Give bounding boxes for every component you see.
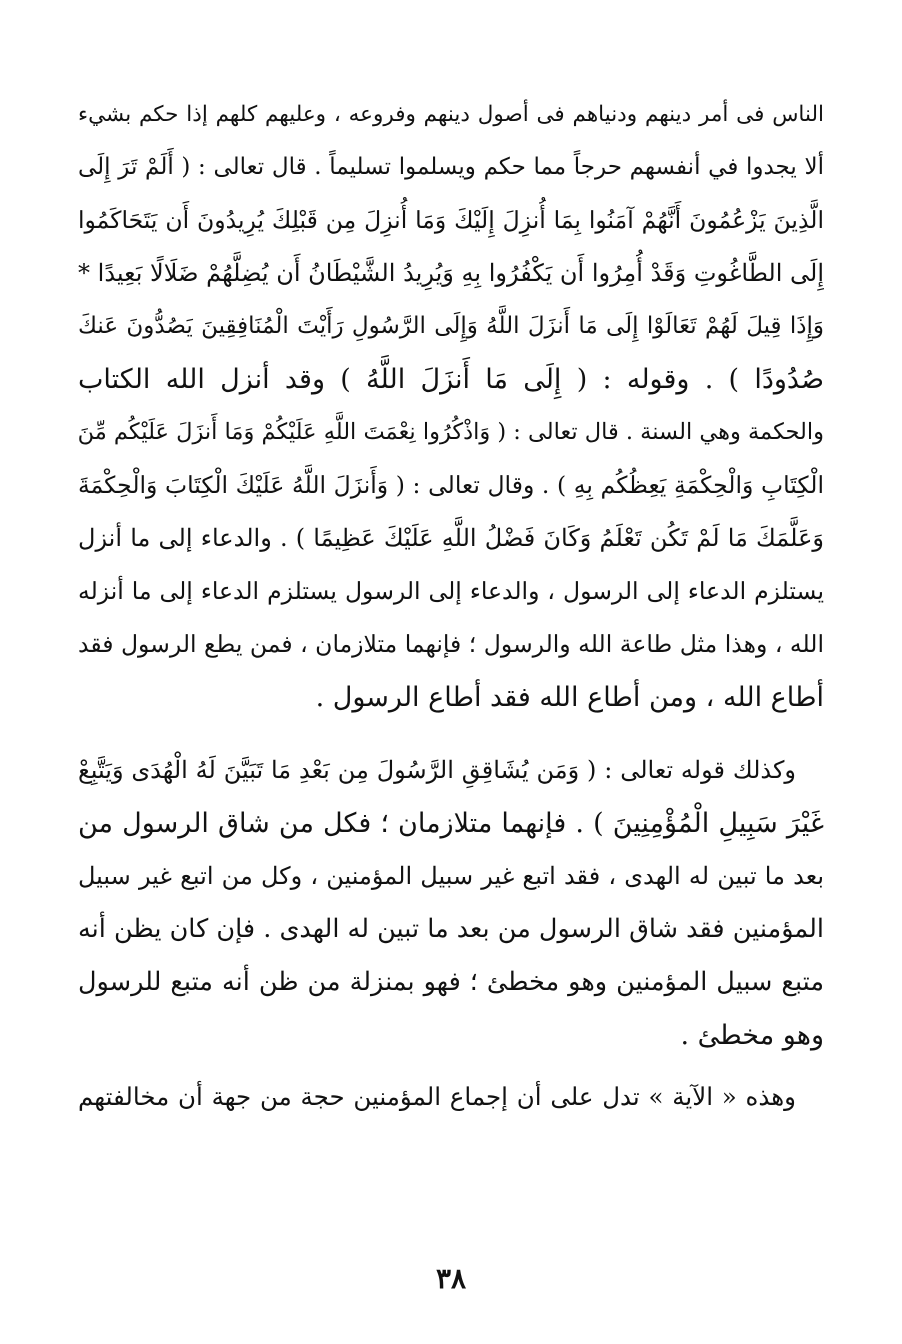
text-line: يستلزم الدعاء إلى الرسول ، والدعاء إلى الرسول يستلزم الدعاء إلى ما أنزله xyxy=(78,577,824,605)
text-line: أطاع الله ، ومن أطاع الله فقد أطاع الرسول . xyxy=(315,682,824,713)
paragraph-gap xyxy=(78,724,824,744)
body-text xyxy=(78,88,824,1123)
paragraph-gap xyxy=(78,1062,824,1070)
quran-verse-line: وَإِذَا قِيلَ لَهُمْ تَعَالَوْا إِلَى مَا أَنزَلَ اللَّهُ وَإِلَى الرَّسُولِ رَأَيْتَ الْمُنَافِقِينَ يَصُدُّونَ عَنكَ xyxy=(78,313,824,339)
text-line: وكذلك قوله تعالى : ( وَمَن يُشَاقِقِ الرَّسُولَ مِن بَعْدِ مَا تَبَيَّنَ لَهُ الْهُدَى وَيَتَّبِعْ xyxy=(78,756,796,784)
text-line: غَيْرَ سَبِيلِ الْمُؤْمِنِينَ ) . فإنهما متلازمان ؛ فكل من شاق الرسول من xyxy=(78,808,824,839)
paragraph-3 xyxy=(78,1070,824,1123)
text-line: والحكمة وهي السنة . قال تعالى : ( وَاذْكُرُوا نِعْمَتَ اللَّهِ عَلَيْكُمْ وَمَا أَنزَلَ عَلَيْكُم مِّنَ xyxy=(78,419,824,445)
text-line: ألا يجدوا في أنفسهم حرجاً مما حكم ويسلموا تسليماً . قال تعالى : ( أَلَمْ تَرَ إِلَى xyxy=(78,154,824,180)
text-line: الناس فى أمر دينهم ودنياهم فى أصول دينهم وفروعه ، وعليهم كلهم إذا حكم بشيء xyxy=(78,102,824,127)
text-line: صُدُودًا ) . وقوله : ( إِلَى مَا أَنزَلَ اللَّهُ ) وقد أنزل الله الكتاب xyxy=(78,364,824,395)
text-line: بعد ما تبين له الهدى ، فقد اتبع غير سبيل المؤمنين ، وكل من اتبع غير سبيل xyxy=(78,862,824,890)
quran-verse-line: الَّذِينَ يَزْعُمُونَ أَنَّهُمْ آمَنُوا بِمَا أُنزِلَ إِلَيْكَ وَمَا أُنزِلَ مِن قَبْلِكَ يُرِيدُونَ أَن يَتَحَاكَمُوا xyxy=(78,206,824,234)
text-line: الْكِتَابِ وَالْحِكْمَةِ يَعِظُكُم بِهِ ) . وقال تعالى : ( وَأَنزَلَ اللَّهُ عَلَيْكَ الْكِتَابَ وَالْحِكْمَةَ xyxy=(78,471,824,499)
text-line: متبع سبيل المؤمنين وهو مخطئ ؛ فهو بمنزلة من ظن أنه متبع للرسول xyxy=(78,967,824,997)
text-line: المؤمنين فقد شاق الرسول من بعد ما تبين له الهدى . فإن كان يظن أنه xyxy=(78,914,824,944)
page-number: ٣٨ xyxy=(435,1262,467,1295)
quran-verse-line: إِلَى الطَّاغُوتِ وَقَدْ أُمِرُوا أَن يَكْفُرُوا بِهِ وَيُرِيدُ الشَّيْطَانُ أَن يُضِلَّهُمْ ضَلَالًا بَعِيدًا * xyxy=(78,259,824,287)
paragraph-1 xyxy=(78,88,824,724)
text-line: الله ، وهذا مثل طاعة الله والرسول ؛ فإنهما متلازمان ، فمن يطع الرسول فقد xyxy=(78,630,824,658)
text-line: وهذه « الآية » تدل على أن إجماع المؤمنين حجة من جهة أن مخالفتهم xyxy=(78,1082,796,1111)
text-line: وَعَلَّمَكَ مَا لَمْ تَكُن تَعْلَمُ وَكَانَ فَضْلُ اللَّهِ عَلَيْكَ عَظِيمًا ) . والدعاء إلى ما أنزل xyxy=(78,524,824,552)
text-line: وهو مخطئ . xyxy=(680,1020,824,1051)
paragraph-2 xyxy=(78,744,824,1062)
